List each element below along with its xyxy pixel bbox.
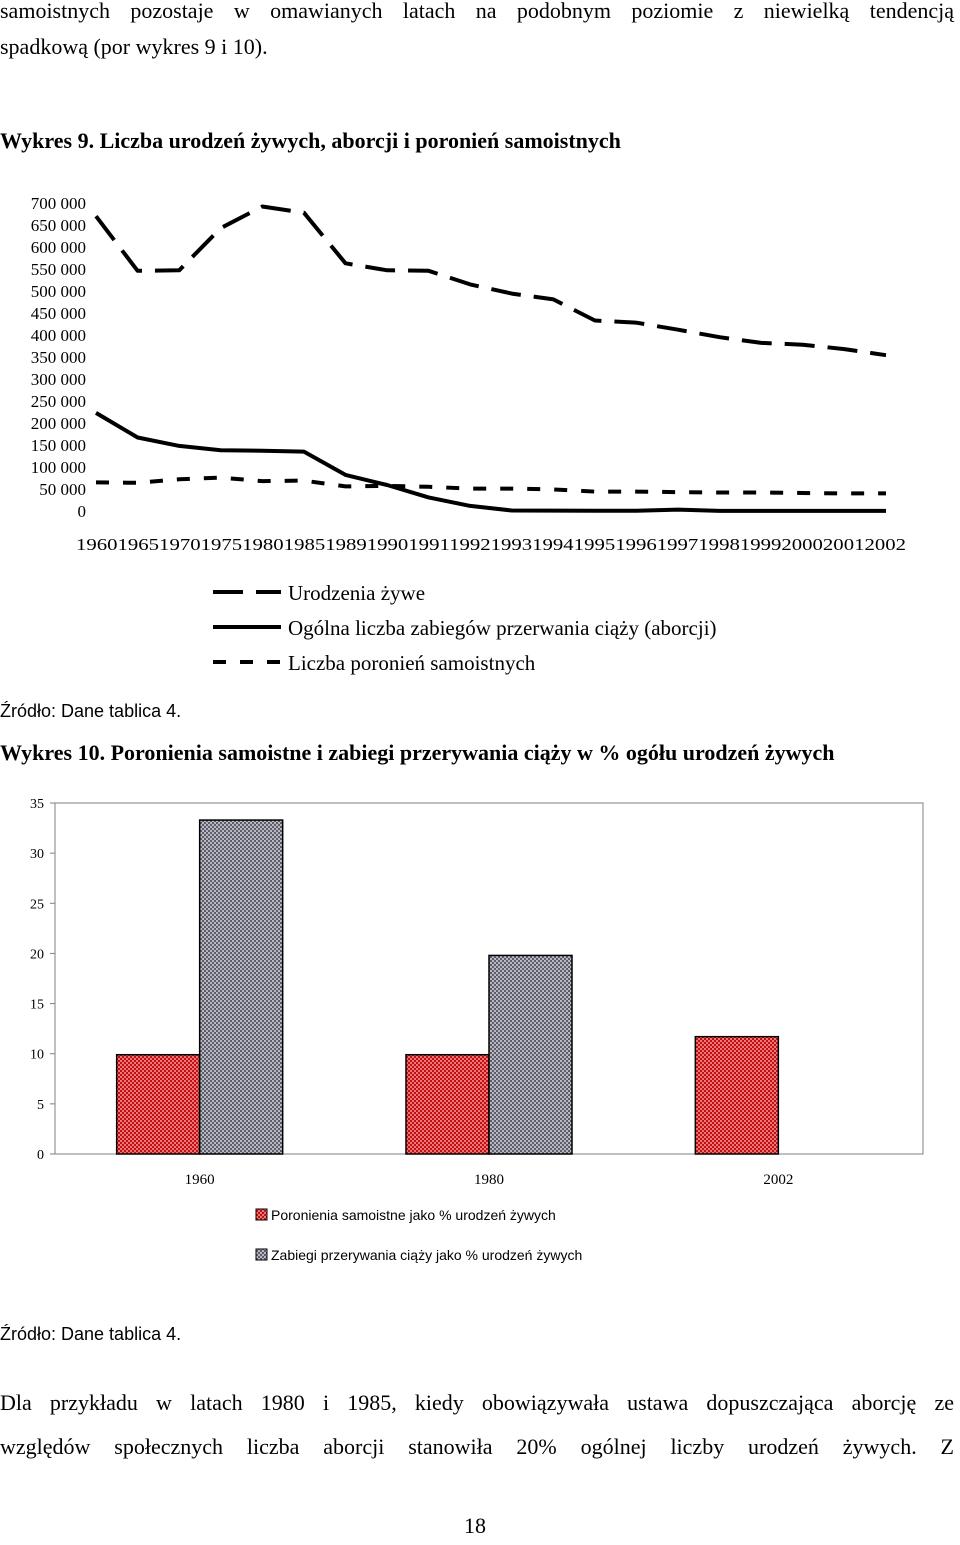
- chart9-y-tick-label: 600 000: [30, 238, 86, 257]
- chart9-x-tick-label: 1998: [698, 535, 733, 554]
- chart10-legend: [256, 1207, 582, 1263]
- chart9-x-tick-label: 2001: [822, 535, 857, 554]
- chart9-y-tick-label: 350 000: [30, 348, 86, 367]
- chart9-y-tick-label: 250 000: [30, 392, 86, 411]
- chart9-y-tick-label: 550 000: [30, 260, 86, 279]
- chart9-x-tick-label: 1992: [449, 535, 484, 554]
- chart10-x-tick-label: 2002: [763, 1172, 794, 1188]
- chart10-bar-1980-series-1: [406, 1055, 489, 1154]
- chart9-line-chart: [0, 185, 960, 685]
- chart9-x-tick-label: 1960: [76, 535, 110, 554]
- chart9-series-line-1: [96, 207, 886, 356]
- chart10-y-tick-label: 25: [30, 897, 44, 913]
- chart9-x-tick-label: 1989: [325, 535, 360, 554]
- chart9-y-axis: [31, 194, 86, 521]
- chart9-x-tick-label: 1997: [656, 535, 691, 554]
- intro-line-2: spadkową (por wykres 9 i 10).: [0, 34, 268, 59]
- chart10-legend-label-1: Poronienia samoistne jako % urodzeń żywych: [271, 1207, 556, 1223]
- chart9-y-tick-label: 700 000: [30, 194, 86, 213]
- chart9-source: Źródło: Dane tablica 4.: [0, 701, 182, 721]
- chart9-y-tick-label: 0: [77, 502, 86, 521]
- chart9-series: [96, 207, 886, 511]
- chart9-x-tick-label: 1999: [739, 535, 774, 554]
- chart9-legend-label-2: Ogólna liczba zabiegów przerwania ciąży (aborcji): [288, 616, 717, 640]
- chart10-x-tick-label: 1980: [474, 1172, 504, 1188]
- chart9-y-tick-label: 400 000: [30, 326, 86, 345]
- chart10-y-axis: [30, 797, 55, 1163]
- chart10-y-tick-label: 35: [30, 797, 44, 812]
- chart10-bar-chart: [0, 790, 960, 1280]
- chart9-x-tick-label: 1994: [532, 535, 567, 554]
- chart9-legend-label-1: Urodzenia żywe: [288, 581, 426, 605]
- chart9-y-tick-label: 650 000: [30, 216, 86, 235]
- chart9-x-tick-label: 1975: [200, 535, 235, 554]
- chart9-legend: [213, 581, 717, 675]
- chart10-caption: Wykres 10. Poronienia samoistne i zabiegi przerywania ciąży w % ogółu urodzeń żywych: [0, 740, 835, 765]
- chart10-legend-swatch-1: [256, 1209, 267, 1220]
- chart10-legend-label-2: Zabiegi przerywania ciąży jako % urodzeń żywych: [271, 1247, 583, 1263]
- chart9-x-tick-label: 1991: [408, 535, 442, 554]
- intro-line-1: samoistnych pozostaje w omawianych latach na podobnym poziomie z niewielką tendencją: [0, 0, 954, 23]
- chart10-bar-1960-series-2: [200, 820, 283, 1154]
- outro-line-1: Dla przykładu w latach 1980 i 1985, kiedy obowiązywała ustawa dopuszczająca aborcję ze: [0, 1390, 954, 1415]
- chart10-y-tick-label: 30: [30, 847, 44, 863]
- chart9-x-tick-label: 1990: [366, 535, 401, 554]
- page-number: 18: [464, 1513, 486, 1538]
- chart9-x-tick-label: 1985: [283, 535, 318, 554]
- chart9-y-tick-label: 50 000: [39, 480, 86, 499]
- chart9-y-tick-label: 100 000: [30, 458, 86, 477]
- chart9-series-line-3: [96, 478, 886, 494]
- chart10-bar-2002-series-1: [695, 1037, 778, 1154]
- chart9-x-tick-label: 1965: [117, 535, 152, 554]
- chart9-x-tick-label: 1980: [242, 535, 277, 554]
- chart9-x-tick-label: 1995: [573, 535, 608, 554]
- chart9-x-tick-labels: [76, 535, 906, 554]
- chart10-bar-1980-series-2: [489, 955, 572, 1154]
- chart9-y-tick-label: 200 000: [30, 414, 86, 433]
- chart10-x-axis: [185, 1172, 794, 1188]
- chart10-legend-swatch-2: [256, 1249, 267, 1260]
- chart10-y-tick-label: 0: [37, 1148, 44, 1163]
- chart9-x-tick-label: 1993: [490, 535, 525, 554]
- chart9-series-line-2: [96, 413, 886, 511]
- chart10-bar-1960-series-1: [117, 1055, 200, 1154]
- chart9-x-tick-label: 2000: [781, 535, 816, 554]
- chart10-x-tick-label: 1960: [184, 1172, 215, 1188]
- chart9-x-tick-label: 1996: [615, 535, 650, 554]
- chart10-y-tick-label: 5: [37, 1097, 44, 1113]
- chart9-caption: Wykres 9. Liczba urodzeń żywych, aborcji i poronień samoistnych: [0, 128, 621, 153]
- chart9-y-tick-label: 150 000: [30, 436, 86, 455]
- chart10-y-tick-label: 20: [30, 947, 44, 963]
- chart9-y-tick-label: 500 000: [30, 282, 86, 301]
- chart9-y-tick-label: 450 000: [30, 304, 86, 323]
- chart10-source: Źródło: Dane tablica 4.: [0, 1324, 182, 1344]
- chart9-x-axis: [76, 535, 906, 554]
- chart10-y-tick-label: 10: [30, 1047, 44, 1063]
- chart9-legend-label-3: Liczba poronień samoistnych: [288, 651, 536, 675]
- chart9-y-tick-label: 300 000: [30, 370, 86, 389]
- chart9-x-tick-label: 2002: [864, 535, 899, 554]
- outro-line-2: względów społecznych liczba aborcji stanowiła 20% ogólnej liczby urodzeń żywych. Z: [0, 1434, 954, 1459]
- chart9-x-tick-label: 1970: [159, 535, 194, 554]
- chart10-y-tick-label: 15: [30, 997, 44, 1013]
